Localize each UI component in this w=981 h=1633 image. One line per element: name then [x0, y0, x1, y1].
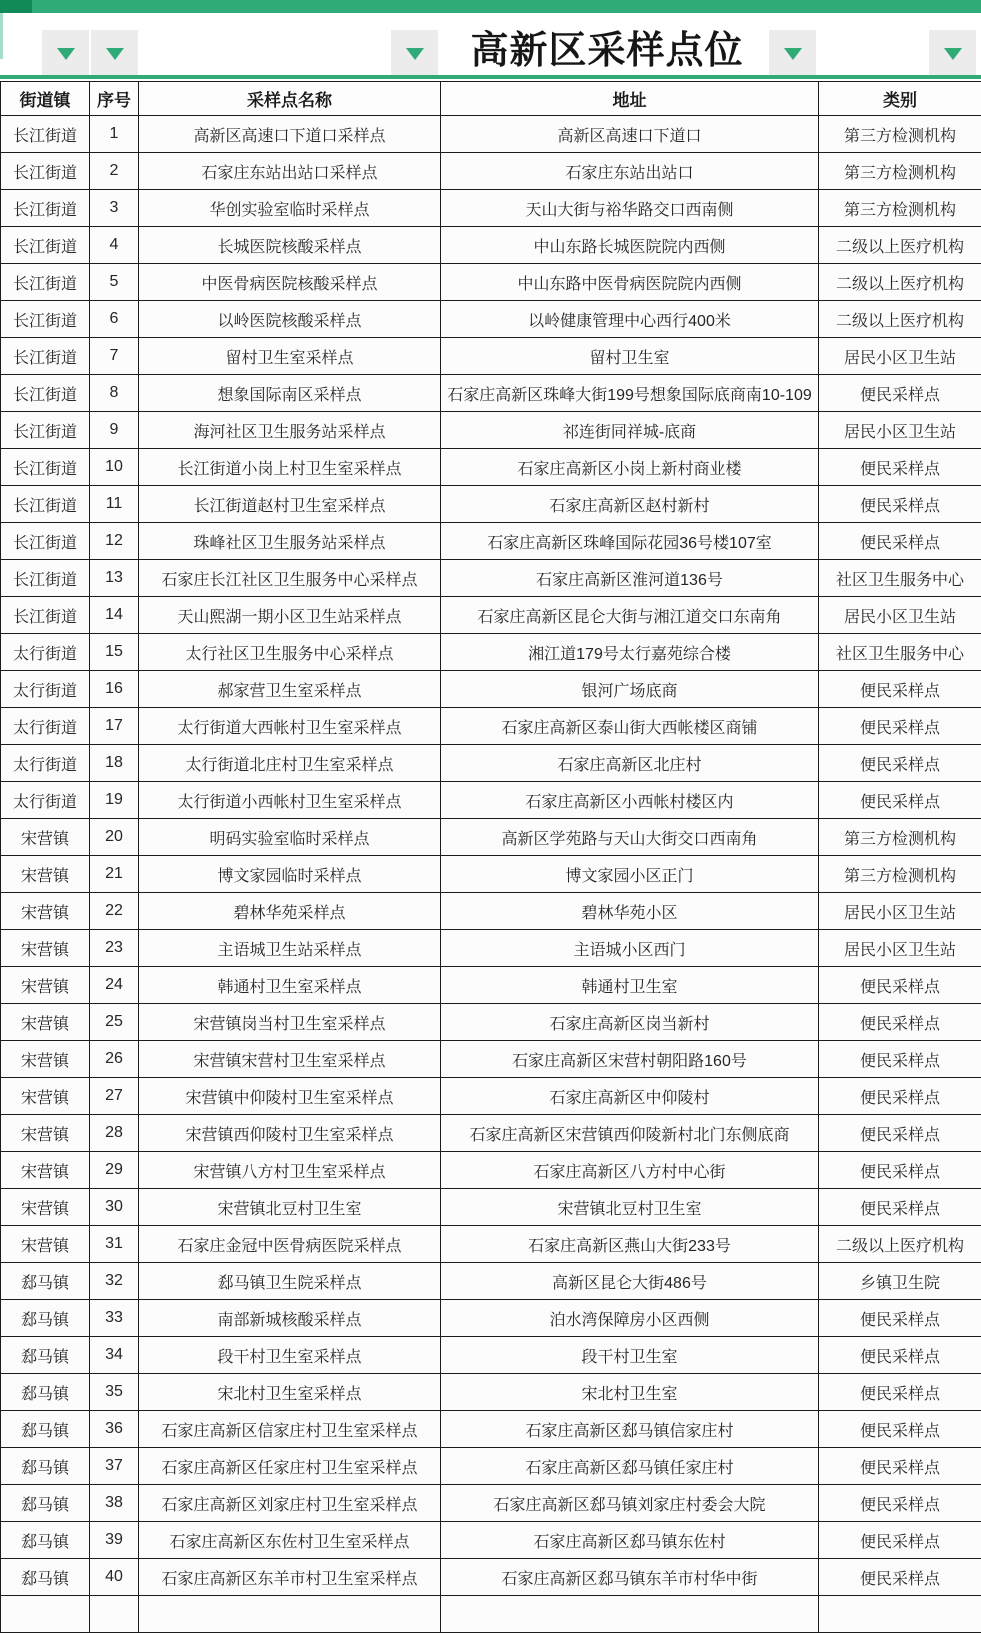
filter-button-street[interactable] [42, 30, 89, 75]
index-cell[interactable]: 4 [90, 227, 139, 264]
category-cell[interactable]: 便民采样点 [819, 782, 981, 819]
name-cell[interactable]: 石家庄高新区东佐村卫生室采样点 [139, 1522, 441, 1559]
street-cell[interactable]: 太行街道 [1, 782, 90, 819]
address-cell[interactable]: 高新区昆仑大街486号 [441, 1263, 819, 1300]
empty-cell[interactable] [819, 1596, 981, 1633]
category-cell[interactable]: 居民小区卫生站 [819, 338, 981, 375]
table-row [1, 338, 981, 375]
filter-button-address[interactable] [769, 30, 816, 75]
table-row [1, 819, 981, 856]
table-row [1, 745, 981, 782]
index-cell[interactable]: 39 [90, 1522, 139, 1559]
column-header-index: 序号 [90, 82, 139, 116]
index-cell[interactable]: 38 [90, 1485, 139, 1522]
street-cell[interactable]: 太行街道 [1, 745, 90, 782]
empty-cell[interactable] [441, 1596, 819, 1633]
street-cell[interactable]: 长江街道 [1, 116, 90, 153]
index-cell[interactable]: 26 [90, 1041, 139, 1078]
name-cell[interactable]: 长江街道赵村卫生室采样点 [139, 486, 441, 523]
index-cell[interactable]: 9 [90, 412, 139, 449]
address-cell[interactable]: 石家庄高新区燕山大街233号 [441, 1226, 819, 1263]
chevron-down-icon [106, 48, 124, 60]
name-cell[interactable]: 以岭医院核酸采样点 [139, 301, 441, 338]
address-cell[interactable]: 石家庄高新区宋营村朝阳路160号 [441, 1041, 819, 1078]
category-cell[interactable]: 二级以上医疗机构 [819, 264, 981, 301]
table-row [1, 560, 981, 597]
table-row [1, 1152, 981, 1189]
street-cell[interactable]: 长江街道 [1, 338, 90, 375]
street-cell[interactable]: 太行街道 [1, 671, 90, 708]
address-cell[interactable]: 湘江道179号太行嘉苑综合楼 [441, 634, 819, 671]
street-cell[interactable]: 宋营镇 [1, 893, 90, 930]
address-cell[interactable]: 石家庄东站出站口 [441, 153, 819, 190]
category-cell[interactable]: 社区卫生服务中心 [819, 634, 981, 671]
street-cell[interactable]: 长江街道 [1, 375, 90, 412]
name-cell[interactable]: 石家庄高新区信家庄村卫生室采样点 [139, 1411, 441, 1448]
table-row [1, 782, 981, 819]
index-cell[interactable]: 6 [90, 301, 139, 338]
table-row [1, 634, 981, 671]
name-cell[interactable]: 留村卫生室采样点 [139, 338, 441, 375]
name-cell[interactable]: 南部新城核酸采样点 [139, 1300, 441, 1337]
category-cell[interactable]: 便民采样点 [819, 1078, 981, 1115]
table-row [1, 967, 981, 1004]
address-cell[interactable]: 泊水湾保障房小区西侧 [441, 1300, 819, 1337]
address-cell[interactable]: 留村卫生室 [441, 338, 819, 375]
filter-button-name[interactable] [391, 30, 438, 75]
header-row [1, 82, 981, 116]
name-cell[interactable]: 石家庄长江社区卫生服务中心采样点 [139, 560, 441, 597]
category-cell[interactable]: 便民采样点 [819, 1189, 981, 1226]
table-row [1, 264, 981, 301]
table-row [1, 412, 981, 449]
street-cell[interactable]: 宋营镇 [1, 819, 90, 856]
address-cell[interactable]: 石家庄高新区郄马镇东佐村 [441, 1522, 819, 1559]
address-cell[interactable]: 博文家园小区正门 [441, 856, 819, 893]
name-cell[interactable]: 石家庄高新区任家庄村卫生室采样点 [139, 1448, 441, 1485]
table-row [1, 153, 981, 190]
address-cell[interactable]: 中山东路中医骨病医院院内西侧 [441, 264, 819, 301]
column-header-category: 类别 [819, 82, 981, 116]
corner-accent-block [0, 0, 32, 13]
table-row [1, 856, 981, 893]
address-cell[interactable]: 高新区高速口下道口 [441, 116, 819, 153]
category-cell[interactable]: 第三方检测机构 [819, 153, 981, 190]
table-row [1, 1485, 981, 1522]
index-cell[interactable]: 33 [90, 1300, 139, 1337]
name-cell[interactable]: 华创实验室临时采样点 [139, 190, 441, 227]
empty-cell[interactable] [90, 1596, 139, 1633]
street-cell[interactable]: 郄马镇 [1, 1374, 90, 1411]
index-cell[interactable]: 14 [90, 597, 139, 634]
category-cell[interactable]: 便民采样点 [819, 486, 981, 523]
street-cell[interactable]: 宋营镇 [1, 856, 90, 893]
index-cell[interactable]: 21 [90, 856, 139, 893]
category-cell[interactable]: 便民采样点 [819, 375, 981, 412]
index-cell[interactable]: 40 [90, 1559, 139, 1596]
table-row [1, 1115, 981, 1152]
table-row [1, 1559, 981, 1596]
table-row [1, 708, 981, 745]
address-cell[interactable]: 石家庄高新区小西帐村楼区内 [441, 782, 819, 819]
category-cell[interactable]: 便民采样点 [819, 1152, 981, 1189]
category-cell[interactable]: 便民采样点 [819, 1448, 981, 1485]
index-cell[interactable]: 17 [90, 708, 139, 745]
street-cell[interactable]: 郄马镇 [1, 1485, 90, 1522]
street-cell[interactable]: 宋营镇 [1, 1004, 90, 1041]
category-cell[interactable]: 二级以上医疗机构 [819, 227, 981, 264]
street-cell[interactable]: 长江街道 [1, 523, 90, 560]
left-edge-accent [0, 13, 3, 59]
street-cell[interactable]: 宋营镇 [1, 1041, 90, 1078]
name-cell[interactable]: 海河社区卫生服务站采样点 [139, 412, 441, 449]
category-cell[interactable]: 乡镇卫生院 [819, 1263, 981, 1300]
table-row [1, 1411, 981, 1448]
category-cell[interactable]: 第三方检测机构 [819, 190, 981, 227]
index-cell[interactable]: 29 [90, 1152, 139, 1189]
name-cell[interactable]: 长江街道小岗上村卫生室采样点 [139, 449, 441, 486]
title-band [0, 13, 981, 75]
street-cell[interactable]: 郄马镇 [1, 1559, 90, 1596]
street-cell[interactable]: 长江街道 [1, 486, 90, 523]
table-row [1, 523, 981, 560]
category-cell[interactable]: 便民采样点 [819, 1522, 981, 1559]
column-header-street: 街道镇 [1, 82, 90, 116]
index-cell[interactable]: 15 [90, 634, 139, 671]
address-cell[interactable]: 石家庄高新区郄马镇东羊市村华中街 [441, 1559, 819, 1596]
category-cell[interactable]: 居民小区卫生站 [819, 597, 981, 634]
street-cell[interactable]: 太行街道 [1, 634, 90, 671]
table-row [1, 893, 981, 930]
street-cell[interactable]: 长江街道 [1, 560, 90, 597]
table-row [1, 227, 981, 264]
address-cell[interactable]: 高新区学苑路与天山大街交口西南角 [441, 819, 819, 856]
name-cell[interactable]: 宋营镇西仰陵村卫生室采样点 [139, 1115, 441, 1152]
name-cell[interactable]: 太行社区卫生服务中心采样点 [139, 634, 441, 671]
address-cell[interactable]: 韩通村卫生室 [441, 967, 819, 1004]
address-cell[interactable]: 天山大街与裕华路交口西南侧 [441, 190, 819, 227]
category-cell[interactable]: 便民采样点 [819, 523, 981, 560]
category-cell[interactable]: 第三方检测机构 [819, 819, 981, 856]
street-cell[interactable]: 郄马镇 [1, 1411, 90, 1448]
name-cell[interactable]: 主语城卫生站采样点 [139, 930, 441, 967]
street-cell[interactable]: 郄马镇 [1, 1300, 90, 1337]
address-cell[interactable]: 中山东路长城医院院内西侧 [441, 227, 819, 264]
street-cell[interactable]: 宋营镇 [1, 1078, 90, 1115]
index-cell[interactable]: 7 [90, 338, 139, 375]
street-cell[interactable]: 长江街道 [1, 227, 90, 264]
name-cell[interactable]: 长城医院核酸采样点 [139, 227, 441, 264]
index-cell[interactable]: 1 [90, 116, 139, 153]
chevron-down-icon [57, 48, 75, 60]
street-cell[interactable]: 宋营镇 [1, 1189, 90, 1226]
name-cell[interactable]: 明码实验室临时采样点 [139, 819, 441, 856]
category-cell[interactable]: 便民采样点 [819, 1485, 981, 1522]
index-cell[interactable]: 10 [90, 449, 139, 486]
category-cell[interactable]: 便民采样点 [819, 449, 981, 486]
table-row [1, 375, 981, 412]
table-row [1, 671, 981, 708]
category-cell[interactable]: 居民小区卫生站 [819, 893, 981, 930]
category-cell[interactable]: 第三方检测机构 [819, 856, 981, 893]
street-cell[interactable]: 宋营镇 [1, 1226, 90, 1263]
table-row [1, 116, 981, 153]
address-cell[interactable]: 以岭健康管理中心西行400米 [441, 301, 819, 338]
name-cell[interactable]: 天山熙湖一期小区卫生站采样点 [139, 597, 441, 634]
name-cell[interactable]: 石家庄金冠中医骨病医院采样点 [139, 1226, 441, 1263]
name-cell[interactable]: 太行街道小西帐村卫生室采样点 [139, 782, 441, 819]
address-cell[interactable]: 石家庄高新区赵村新村 [441, 486, 819, 523]
index-cell[interactable]: 28 [90, 1115, 139, 1152]
category-cell[interactable]: 便民采样点 [819, 708, 981, 745]
category-cell[interactable]: 社区卫生服务中心 [819, 560, 981, 597]
table-row [1, 1041, 981, 1078]
table-row [1, 301, 981, 338]
index-cell[interactable]: 24 [90, 967, 139, 1004]
category-cell[interactable]: 便民采样点 [819, 1041, 981, 1078]
table-row [1, 1078, 981, 1115]
name-cell[interactable]: 太行街道北庄村卫生室采样点 [139, 745, 441, 782]
address-cell[interactable]: 石家庄高新区淮河道136号 [441, 560, 819, 597]
category-cell[interactable]: 二级以上医疗机构 [819, 1226, 981, 1263]
index-cell[interactable]: 36 [90, 1411, 139, 1448]
page-title: 高新区采样点位 [440, 19, 774, 74]
table-row [1, 1226, 981, 1263]
address-cell[interactable]: 石家庄高新区郄马镇刘家庄村委会大院 [441, 1485, 819, 1522]
category-cell[interactable]: 第三方检测机构 [819, 116, 981, 153]
address-cell[interactable]: 石家庄高新区中仰陵村 [441, 1078, 819, 1115]
street-cell[interactable]: 宋营镇 [1, 1115, 90, 1152]
index-cell[interactable]: 27 [90, 1078, 139, 1115]
address-cell[interactable]: 宋北村卫生室 [441, 1374, 819, 1411]
category-cell[interactable]: 便民采样点 [819, 967, 981, 1004]
address-cell[interactable]: 碧林华苑小区 [441, 893, 819, 930]
name-cell[interactable]: 段干村卫生室采样点 [139, 1337, 441, 1374]
address-cell[interactable]: 主语城小区西门 [441, 930, 819, 967]
category-cell[interactable]: 便民采样点 [819, 671, 981, 708]
index-cell[interactable]: 23 [90, 930, 139, 967]
header-divider-line [0, 75, 981, 79]
filter-button-category[interactable] [929, 30, 976, 75]
name-cell[interactable]: 石家庄东站出站口采样点 [139, 153, 441, 190]
index-cell[interactable]: 12 [90, 523, 139, 560]
street-cell[interactable]: 宋营镇 [1, 1152, 90, 1189]
table-row [1, 1448, 981, 1485]
street-cell[interactable]: 长江街道 [1, 412, 90, 449]
index-cell[interactable]: 35 [90, 1374, 139, 1411]
table-row [1, 1522, 981, 1559]
name-cell[interactable]: 宋营镇宋营村卫生室采样点 [139, 1041, 441, 1078]
filter-button-index[interactable] [91, 30, 138, 75]
name-cell[interactable]: 宋营镇北豆村卫生室 [139, 1189, 441, 1226]
category-cell[interactable]: 便民采样点 [819, 1337, 981, 1374]
index-cell[interactable]: 30 [90, 1189, 139, 1226]
top-green-bar [0, 0, 981, 13]
table-row [1, 1004, 981, 1041]
name-cell[interactable]: 韩通村卫生室采样点 [139, 967, 441, 1004]
index-cell[interactable]: 31 [90, 1226, 139, 1263]
name-cell[interactable]: 太行街道大西帐村卫生室采样点 [139, 708, 441, 745]
name-cell[interactable]: 宋营镇中仰陵村卫生室采样点 [139, 1078, 441, 1115]
chevron-down-icon [784, 48, 802, 60]
table-row [1, 930, 981, 967]
column-header-name: 采样点名称 [139, 82, 441, 116]
name-cell[interactable]: 宋营镇岗当村卫生室采样点 [139, 1004, 441, 1041]
address-cell[interactable]: 石家庄高新区宋营镇西仰陵新村北门东侧底商 [441, 1115, 819, 1152]
table-row [1, 1263, 981, 1300]
category-cell[interactable]: 二级以上医疗机构 [819, 301, 981, 338]
name-cell[interactable]: 石家庄高新区刘家庄村卫生室采样点 [139, 1485, 441, 1522]
table-row [1, 1189, 981, 1226]
name-cell[interactable]: 博文家园临时采样点 [139, 856, 441, 893]
street-cell[interactable]: 郄马镇 [1, 1522, 90, 1559]
category-cell[interactable]: 便民采样点 [819, 1300, 981, 1337]
index-cell[interactable]: 25 [90, 1004, 139, 1041]
index-cell[interactable]: 22 [90, 893, 139, 930]
index-cell[interactable]: 3 [90, 190, 139, 227]
chevron-down-icon [944, 48, 962, 60]
category-cell[interactable]: 便民采样点 [819, 1374, 981, 1411]
street-cell[interactable]: 长江街道 [1, 264, 90, 301]
table-row [1, 1337, 981, 1374]
empty-cell[interactable] [1, 1596, 90, 1633]
index-cell[interactable]: 37 [90, 1448, 139, 1485]
name-cell[interactable]: 想象国际南区采样点 [139, 375, 441, 412]
category-cell[interactable]: 居民小区卫生站 [819, 930, 981, 967]
address-cell[interactable]: 石家庄高新区八方村中心街 [441, 1152, 819, 1189]
street-cell[interactable]: 长江街道 [1, 190, 90, 227]
name-cell[interactable]: 中医骨病医院核酸采样点 [139, 264, 441, 301]
chevron-down-icon [406, 48, 424, 60]
index-cell[interactable]: 13 [90, 560, 139, 597]
category-cell[interactable]: 便民采样点 [819, 1115, 981, 1152]
sampling-points-table [0, 81, 981, 1633]
name-cell[interactable]: 宋营镇八方村卫生室采样点 [139, 1152, 441, 1189]
address-cell[interactable]: 石家庄高新区岗当新村 [441, 1004, 819, 1041]
address-cell[interactable]: 石家庄高新区郄马镇信家庄村 [441, 1411, 819, 1448]
name-cell[interactable]: 宋北村卫生室采样点 [139, 1374, 441, 1411]
index-cell[interactable]: 20 [90, 819, 139, 856]
street-cell[interactable]: 郄马镇 [1, 1263, 90, 1300]
table-row [1, 190, 981, 227]
address-cell[interactable]: 祁连街同祥城-底商 [441, 412, 819, 449]
category-cell[interactable]: 便民采样点 [819, 1559, 981, 1596]
category-cell[interactable]: 便民采样点 [819, 1411, 981, 1448]
table-row [1, 1374, 981, 1411]
index-cell[interactable]: 2 [90, 153, 139, 190]
street-cell[interactable]: 太行街道 [1, 708, 90, 745]
category-cell[interactable]: 便民采样点 [819, 1004, 981, 1041]
index-cell[interactable]: 5 [90, 264, 139, 301]
street-cell[interactable]: 宋营镇 [1, 930, 90, 967]
index-cell[interactable]: 18 [90, 745, 139, 782]
address-cell[interactable]: 石家庄高新区北庄村 [441, 745, 819, 782]
empty-cell[interactable] [139, 1596, 441, 1633]
category-cell[interactable]: 便民采样点 [819, 745, 981, 782]
empty-partial-row [1, 1596, 981, 1633]
address-cell[interactable]: 石家庄高新区泰山街大西帐楼区商铺 [441, 708, 819, 745]
name-cell[interactable]: 高新区高速口下道口采样点 [139, 116, 441, 153]
address-cell[interactable]: 石家庄高新区珠峰大街199号想象国际底商南10-109 [441, 375, 819, 412]
index-cell[interactable]: 34 [90, 1337, 139, 1374]
name-cell[interactable]: 郝家营卫生室采样点 [139, 671, 441, 708]
name-cell[interactable]: 石家庄高新区东羊市村卫生室采样点 [139, 1559, 441, 1596]
address-cell[interactable]: 段干村卫生室 [441, 1337, 819, 1374]
name-cell[interactable]: 碧林华苑采样点 [139, 893, 441, 930]
table-row [1, 486, 981, 523]
street-cell[interactable]: 长江街道 [1, 301, 90, 338]
index-cell[interactable]: 16 [90, 671, 139, 708]
category-cell[interactable]: 居民小区卫生站 [819, 412, 981, 449]
address-cell[interactable]: 石家庄高新区珠峰国际花园36号楼107室 [441, 523, 819, 560]
table-row [1, 449, 981, 486]
address-cell[interactable]: 宋营镇北豆村卫生室 [441, 1189, 819, 1226]
name-cell[interactable]: 郄马镇卫生院采样点 [139, 1263, 441, 1300]
address-cell[interactable]: 银河广场底商 [441, 671, 819, 708]
address-cell[interactable]: 石家庄高新区昆仑大街与湘江道交口东南角 [441, 597, 819, 634]
name-cell[interactable]: 珠峰社区卫生服务站采样点 [139, 523, 441, 560]
street-cell[interactable]: 宋营镇 [1, 967, 90, 1004]
street-cell[interactable]: 郄马镇 [1, 1448, 90, 1485]
index-cell[interactable]: 19 [90, 782, 139, 819]
street-cell[interactable]: 长江街道 [1, 597, 90, 634]
index-cell[interactable]: 11 [90, 486, 139, 523]
table-row [1, 597, 981, 634]
table-row [1, 1300, 981, 1337]
index-cell[interactable]: 8 [90, 375, 139, 412]
street-cell[interactable]: 郄马镇 [1, 1337, 90, 1374]
street-cell[interactable]: 长江街道 [1, 449, 90, 486]
address-cell[interactable]: 石家庄高新区小岗上新村商业楼 [441, 449, 819, 486]
index-cell[interactable]: 32 [90, 1263, 139, 1300]
address-cell[interactable]: 石家庄高新区郄马镇任家庄村 [441, 1448, 819, 1485]
street-cell[interactable]: 长江街道 [1, 153, 90, 190]
column-header-address: 地址 [441, 82, 819, 116]
